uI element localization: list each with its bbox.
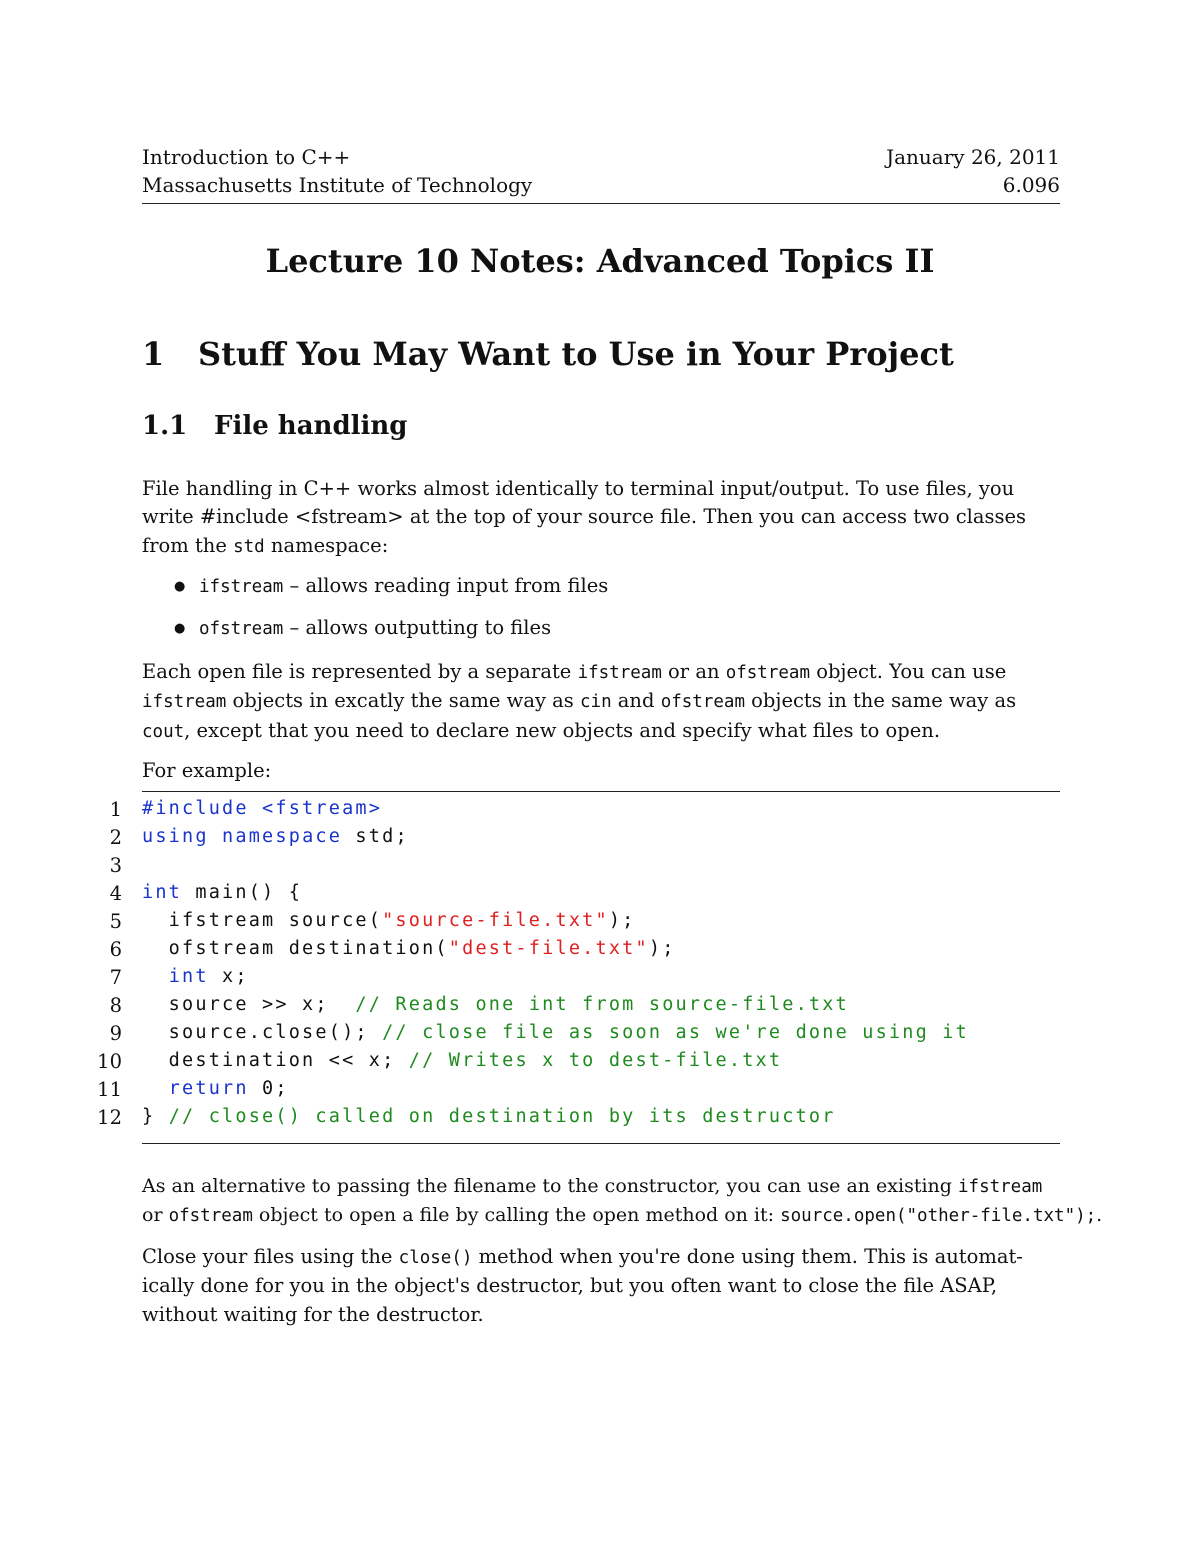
text-line: Close your files using the close() method when you're done using them. This is automat-	[142, 1245, 1023, 1268]
code-line: 1 #include <fstream>	[109, 798, 383, 821]
subsection-title: File handling	[214, 411, 408, 441]
header-divider	[142, 203, 1060, 204]
objects-paragraph	[142, 658, 1060, 746]
code-line: 2 using namespace std;	[109, 826, 409, 849]
bullet-icon: ●	[174, 579, 186, 594]
subsection-number: 1.1	[142, 411, 188, 441]
section-heading-1	[142, 335, 954, 373]
example-label: For example:	[142, 759, 272, 782]
text-line: ifstream objects in excatly the same way as cin and ofstream objects in the same way as	[142, 689, 1017, 713]
include-directive: #include <fstream>	[199, 505, 404, 529]
code-line: 3	[109, 854, 122, 877]
code-line: 8 source >> x; // Reads one int from source-file.txt	[109, 994, 849, 1017]
institution-name: Massachusetts Institute of Technology	[142, 173, 533, 197]
code-line: 12 } // close() called on destination by its destructor	[97, 1106, 836, 1129]
code-top-rule	[142, 791, 1060, 792]
list-item: ● ofstream – allows outputting to files	[174, 616, 552, 639]
text-line: File handling in C++ works almost identically to terminal input/output. To use files, you	[142, 477, 1015, 500]
code-line: 5 ifstream source("source-file.txt");	[109, 910, 636, 933]
code-line: 11 return 0;	[97, 1078, 289, 1101]
section-number: 1	[142, 335, 165, 373]
list-item: ● ifstream – allows reading input from files	[174, 574, 609, 597]
text-line: or ofstream object to open a file by calling the open method on it: source.open("other-file.txt");.	[142, 1204, 1103, 1227]
course-name: Introduction to C++	[142, 145, 351, 169]
text-line: without waiting for the destructor.	[142, 1302, 484, 1326]
text-line: cout, except that you need to declare new objects and specify what files to open.	[142, 718, 941, 742]
open-method-paragraph	[142, 1172, 1103, 1231]
page-title: Lecture 10 Notes: Advanced Topics II	[265, 242, 935, 280]
text-line: As an alternative to passing the filename to the constructor, you can use an existing ifstream	[142, 1175, 1043, 1197]
text-line: ically done for you in the object's destructor, but you often want to close the file ASAP,	[142, 1274, 998, 1298]
text-line: Each open file is represented by a separate ifstream or an ofstream object. You can use	[142, 660, 1007, 683]
inline-code: ifstream	[199, 577, 284, 597]
page-header-row-2	[142, 173, 1060, 197]
code-bottom-rule	[142, 1143, 1060, 1144]
intro-paragraph	[142, 475, 1060, 561]
text-line: from the std namespace:	[142, 533, 389, 557]
code-line: 10 destination << x; // Writes x to dest-file.txt	[97, 1050, 783, 1073]
code-line: 4 int main() {	[109, 882, 303, 905]
lecture-date: January 26, 2011	[886, 145, 1060, 169]
inline-code: ofstream	[199, 619, 284, 639]
section-title: Stuff You May Want to Use in Your Project	[198, 335, 954, 373]
text-line: write #include <fstream> at the top of your source file. Then you can access two classes	[142, 505, 1027, 529]
close-method-paragraph	[142, 1243, 1060, 1329]
subsection-heading-1-1	[142, 411, 407, 441]
inline-code: std	[233, 536, 265, 557]
code-line: 6 ofstream destination("dest-file.txt");	[109, 938, 676, 961]
code-line: 7 int x;	[109, 966, 249, 989]
course-number: 6.096	[1002, 173, 1060, 197]
code-line: 9 source.close(); // close file as soon as we're done using it	[109, 1022, 969, 1045]
page-header-row-1	[142, 145, 1060, 169]
bullet-icon: ●	[174, 621, 186, 636]
